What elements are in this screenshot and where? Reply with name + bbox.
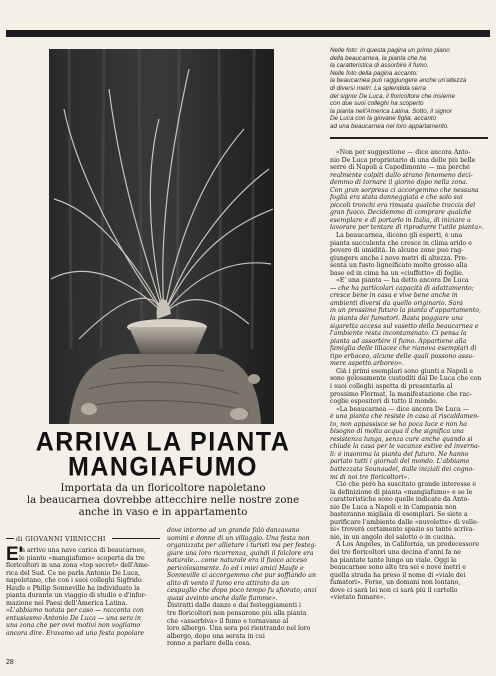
top-rule-bar	[6, 30, 490, 37]
text-line: battezzata Sounaudel, dalle iniziali dei cogno-	[330, 465, 475, 473]
text-line: mere aspetto arboreo».	[330, 360, 404, 368]
text-line: Haufe e Philip Sonneville ha individuato la	[6, 584, 140, 592]
text-line: Sonneville ci accorgemmo che pur soffiando un	[167, 572, 316, 580]
text-line: giare una loro ricorrenza, quindi il folclore era	[167, 549, 314, 557]
text-line: pericolosamente. Io ed i miei amici Haufe e	[167, 564, 304, 572]
text-line: in arrivo una nave carica di beaucarnee,	[19, 547, 146, 554]
text-line: ambienti diversi da quello originario. Sarà	[330, 299, 463, 307]
page-number: 28	[6, 659, 14, 666]
text-line: giungere anche i nove metri di altezza. Pre-	[330, 254, 468, 262]
subtitle-line: Importata da un floricoltore napoletano	[60, 483, 266, 494]
text-line: cresce bene in casa e vive bene anche in	[330, 292, 458, 300]
text-line: dove intorno ad un grande falò danzavano	[167, 527, 300, 534]
text-line: quella strada ha preso il nome di «viale dei	[330, 571, 466, 579]
caption-line: con due suoi colleghi ha scoperto	[330, 100, 424, 108]
text-line: — che ha particolari capacità di adattamento;	[330, 284, 474, 292]
text-line: alito di vento il fumo era attirato da un	[167, 579, 290, 587]
subtitle-line: anche in vaso e in appartamento	[78, 507, 248, 518]
text-line: caratteristiche sono quelle indicate da Anto-	[330, 496, 470, 504]
text-line: ni» troverà certamente spazio su tante scriva-	[330, 526, 475, 534]
text-line: sigaretta accesa sul vasetto della beaucarnea e	[330, 322, 479, 330]
text-line: senta un fusto ligneificato molto grosso alla	[330, 262, 468, 270]
text-line: to, non appassisce se ha poca luce e non ha	[330, 420, 467, 428]
text-line: povero di umidità. In alcune zone può rag-	[330, 247, 464, 255]
text-line: dove ci sarà lei non ci sarà più il cartello	[330, 586, 458, 594]
text-line: entusiasmo Antonio De Luca — una sera in	[6, 614, 142, 622]
text-line: mi di noi tre floricoltori».	[330, 473, 410, 481]
text-line: Ciò che però ha suscitato grande interesse è	[336, 481, 477, 489]
text-line: famiglia delle liliacee che rianova esemplari di	[330, 345, 477, 353]
text-line: Con gran sorpresa ci accorgemmo che nessuna	[330, 186, 479, 194]
text-line: l'ambiente resta incontaminato. Ci pensa la	[330, 330, 467, 338]
text-line: naturale... come naturale era il fuoco acceso	[167, 557, 307, 565]
beaucarnea-photo	[49, 49, 274, 424]
text-line: bisogno di molta acqua il che significa una	[330, 428, 464, 436]
drop-cap: E'	[6, 544, 24, 565]
text-line: sono gelosamente custoditi dal De Luca che con	[330, 375, 482, 383]
text-line: albergo, dopo una serata in cui	[167, 632, 265, 640]
text-line: A Los Angeles, in California, un predecessore	[336, 541, 480, 549]
text-line: chiude la casa per le vacanze estive ed inverna-	[330, 443, 480, 451]
caption-line: la caratteristica di assorbire il fumo.	[330, 62, 429, 70]
text-line: foglia era stata danneggiata e che solo sui	[330, 194, 463, 202]
text-line: una zona che per ovvi motivi non vogliamo	[6, 622, 141, 630]
text-line: «L'abbiamo notata per caso — racconta con	[6, 607, 144, 615]
text-line: beaucarnee sono alte tra sei e nove metri e	[330, 564, 466, 572]
text-line: esemplare e di portarlo in Italia, di iniziare a	[330, 216, 471, 224]
caption-line: della beaucarnea, la pianta che ha	[330, 54, 427, 62]
text-line: pianta succulenta che cresce in clima arido e	[330, 239, 472, 247]
text-line: cespuglio che dopo poco tempo fu sfiorato, anzi	[167, 587, 317, 595]
text-line: tipo erbaceo, alcune delle quali possono assu-	[330, 352, 475, 360]
caption-line: di diversi metri. La splendida serra	[330, 84, 426, 92]
byline-rule-left	[6, 538, 14, 539]
text-line: resistenza lunga, senza cure anche quando si	[330, 435, 473, 443]
caption-line: De Luca con la giovane figlia, accanto	[330, 115, 437, 123]
text-line: basteranno migliaia di esemplari. Se siete a	[330, 511, 468, 519]
caption-line: la beaucarnea può raggiungere anche un'altezza	[330, 77, 467, 85]
article-headline	[0, 426, 326, 482]
text-line: demmo di tornare il giorno dopo nella zona.	[330, 179, 468, 187]
text-line: pianta ad assorbire il fumo. Appartiene alla	[330, 337, 467, 345]
caption-line: Nelle foto della pagina accanto:	[330, 69, 418, 77]
article-column-a	[6, 544, 160, 638]
text-line: «La beaucarnea — dice ancora De Luca —	[336, 405, 469, 413]
text-line: piccoli tronchi era rimasta qualche traccia del	[330, 201, 476, 209]
text-line: napoletano, che con i suoi colleghi Sigfrido	[6, 577, 142, 585]
text-line: che «assorbiva» il fumo e tornavano al	[167, 617, 289, 625]
text-line: mazione nei Paesi dell'America Latina.	[6, 599, 128, 607]
headline-line-2: MANGIAFUMO	[68, 451, 258, 482]
text-line: La beaucarnea, dicono gli esperti, è una	[336, 232, 463, 240]
text-line: «Non per suggestione — dice ancora Anto-	[336, 149, 471, 156]
text-line: nio De Luca a Napoli e in Campania non	[330, 503, 457, 511]
text-line: quasi avvinto anche dalle fiamme».	[167, 594, 278, 602]
text-line: è una pianta che resiste in casa al riscaldamen-	[330, 413, 480, 421]
headline-line-1: ARRIVA LA PIANTA	[35, 426, 291, 458]
text-line: gran fuoco. Decidemmo di comprare qualche	[330, 209, 472, 217]
caption-divider	[330, 137, 488, 139]
text-line: dei tre floricoltori una decina d'anni fa ne	[330, 548, 461, 556]
caption-line: Nelle foto: in questa pagina un primo piano	[330, 47, 450, 54]
text-line: li: è insomma la pianta del futuro. Ne hanno	[330, 450, 469, 458]
text-line: le piante «mangiafumo» scoperta da tre	[19, 554, 145, 562]
text-line: tre floricoltori non pensarono più alla pianta	[167, 610, 307, 618]
text-line: organizzata per allietare i turisti ma per festeg-	[167, 542, 317, 550]
article-subtitle	[0, 483, 326, 519]
photo-caption	[330, 47, 490, 131]
text-line: nio De Luca proprietario di una delle più belle	[330, 156, 476, 164]
article-column-right	[330, 149, 488, 602]
text-line: fumatori». Forse, un domani non lontano,	[330, 579, 461, 587]
text-line: prossimo Flormat, la manifestazione che rac-	[330, 390, 472, 398]
text-line: «vietato fumare».	[330, 594, 386, 602]
text-line: nie, in un angolo del salotto o in cucina.	[330, 533, 456, 541]
byline-rule-right	[112, 538, 160, 539]
text-line: realmente colpiti dallo strano fenomeno deci-	[330, 171, 473, 179]
text-line: purificare l'ambiente dalle «nuvolette» di velle-	[330, 518, 479, 526]
text-line: rica del Sud. Ce ne parla Antonio De Luca,	[6, 569, 141, 577]
text-line: ronno a parlare della cosa.	[167, 640, 252, 648]
text-line: uomini e donne di un villaggio. Una festa non	[167, 534, 310, 542]
text-line: Già i primi esemplari sono giunti a Napoli e	[336, 367, 474, 375]
text-line: in un prossimo futuro la pianta d'appartamento,	[330, 307, 481, 315]
text-line: parlato tutti i giornali del mondo. L'abbiamo	[330, 458, 470, 466]
text-line: base ed in cima ha un «ciuffetto» di foglie.	[330, 269, 464, 277]
text-line: la definizione di pianta «mangiafumo» e se le	[330, 488, 473, 496]
text-line: loro albergo. Una sera poi rientrando nel loro	[167, 625, 311, 633]
text-line: «E' una pianta — ha detto ancora De Luca	[336, 277, 469, 285]
caption-line: ad una beaucarnea nel loro appartamento.	[330, 122, 450, 130]
byline: di GIOVANNI VIRNICCHI	[16, 535, 106, 543]
text-line: lavorare per tentare di riprodurre l'utile pianta».	[330, 224, 484, 232]
text-line: ha piantate tante lungo un viale. Oggi le	[330, 556, 457, 564]
text-line: serre di Napoli a Capodimonte — ma perché	[330, 164, 470, 172]
caption-line: la pianta nell'America Latina. Sotto, il signor	[330, 107, 452, 115]
text-line: i suoi colleghi aspetta di presentarla al	[330, 382, 453, 390]
text-line: ancora dire. Eravamo ad una festa popolare	[6, 630, 145, 638]
text-line: la pianta dei fumatori. Basta poggiare una	[330, 315, 463, 323]
text-line: Distratti dalle danze e dai festeggiamenti i	[167, 602, 301, 610]
article-column-b	[167, 527, 325, 648]
text-line: coglie espositori di tutto il mondo.	[330, 398, 438, 406]
text-line: floricoltori in una zona «top secret» dell'Ame-	[6, 562, 150, 570]
subtitle-line: la beaucarnea dovrebbe attecchire nelle nostre zone	[26, 495, 300, 506]
caption-line: del signor De Luca, il floricoltore che insieme	[330, 92, 455, 100]
text-line: pianta durante un viaggio di studio e d'infor-	[6, 592, 147, 600]
